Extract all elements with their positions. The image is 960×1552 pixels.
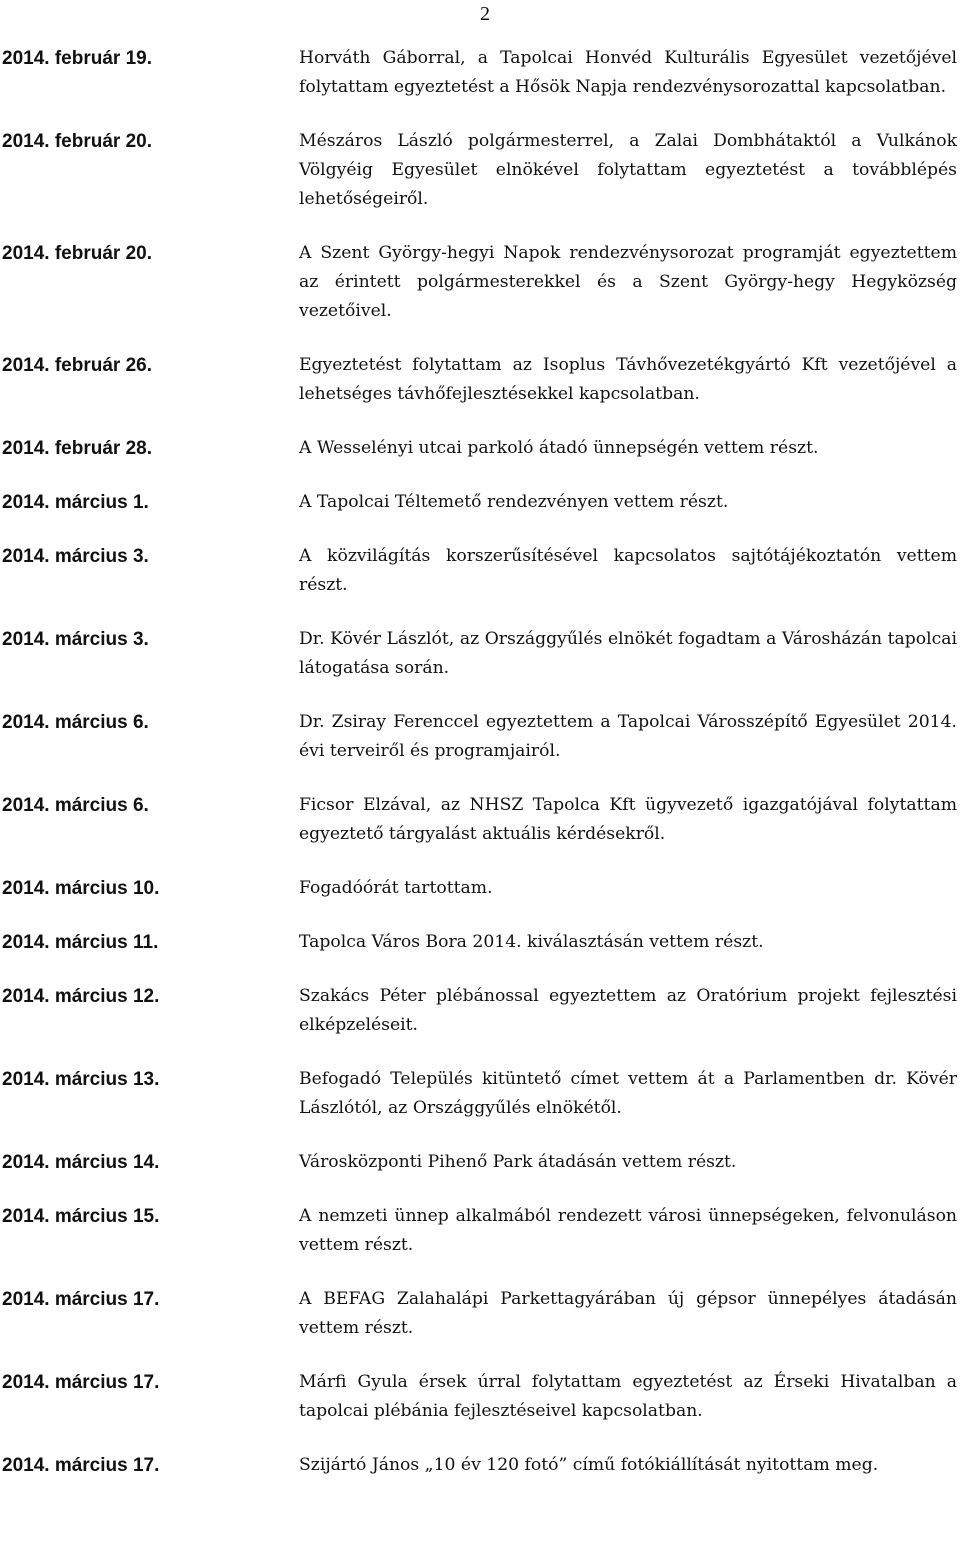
log-entry: [0, 351, 960, 409]
log-entry: [0, 127, 960, 214]
entry-date: 2014. március 17.: [2, 1372, 160, 1393]
entry-date: 2014. március 11.: [2, 932, 159, 953]
entry-date: 2014. március 6.: [2, 712, 149, 733]
entry-date: 2014. február 26.: [2, 355, 152, 376]
entry-text: Egyeztetést folytattam az Isoplus Távhővezetékgyártó Kft vezetőjével a lehetséges távhőfejlesztésekkel kapcsolatban.: [299, 355, 957, 404]
log-entry: [0, 1451, 960, 1480]
log-entry: [0, 1148, 960, 1177]
entry-text: A Tapolcai Téltemető rendezvényen vettem részt.: [299, 492, 729, 512]
log-entry: [0, 1202, 960, 1260]
entry-date: 2014. március 15.: [2, 1206, 160, 1227]
log-entry: [0, 1065, 960, 1123]
log-entry: [0, 488, 960, 517]
entry-date: 2014. február 20.: [2, 243, 152, 264]
entry-date: 2014. március 1.: [2, 492, 149, 513]
log-entry: [0, 434, 960, 463]
entry-date: 2014. március 17.: [2, 1455, 160, 1476]
entry-date: 2014. március 3.: [2, 629, 149, 650]
entry-text: Mészáros László polgármesterrel, a Zalai Dombhátaktól a Vulkánok Völgyéig Egyesület elnökével folytattam egyeztetést a továbblépés lehetőségeiről.: [299, 131, 957, 209]
entry-text: A közvilágítás korszerűsítésével kapcsolatos sajtótájékoztatón vettem részt.: [299, 546, 957, 595]
entry-text: A Szent György-hegyi Napok rendezvénysorozat programját egyeztettem az érintett polgármesterekkel és a Szent György-hegy Hegyközség vezetőivel.: [299, 243, 957, 321]
log-entry: [0, 928, 960, 957]
entry-text: A nemzeti ünnep alkalmából rendezett városi ünnepségeken, felvonuláson vettem részt.: [299, 1206, 957, 1255]
entry-date: 2014. március 14.: [2, 1152, 160, 1173]
entry-date: 2014. március 6.: [2, 795, 149, 816]
entry-text: Szakács Péter plébánossal egyeztettem az Oratórium projekt fejlesztési elképzeléseit.: [299, 986, 957, 1035]
page-number: 2: [480, 3, 490, 25]
entry-text: Dr. Zsiray Ferenccel egyeztettem a Tapolcai Városszépítő Egyesület 2014. évi terveiről és programjairól.: [299, 712, 957, 761]
activity-log: [0, 44, 960, 1480]
log-entry: [0, 239, 960, 326]
entry-text: Befogadó Település kitüntető címet vettem át a Parlamentben dr. Kövér Lászlótól, az Országgyűlés elnökétől.: [299, 1069, 957, 1118]
log-entry: [0, 1285, 960, 1343]
entry-date: 2014. március 13.: [2, 1069, 160, 1090]
entry-text: Szijártó János „10 év 120 fotó” című fotókiállítását nyitottam meg.: [299, 1455, 879, 1475]
entry-date: 2014. március 12.: [2, 986, 160, 1007]
entry-text: Fogadóórát tartottam.: [299, 878, 493, 898]
entry-date: 2014. február 20.: [2, 131, 152, 152]
entry-date: 2014. március 17.: [2, 1289, 160, 1310]
entry-text: Városközponti Pihenő Park átadásán vettem részt.: [299, 1152, 737, 1172]
log-entry: [0, 791, 960, 849]
entry-date: 2014. február 19.: [2, 48, 152, 69]
entry-text: A Wesselényi utcai parkoló átadó ünnepségén vettem részt.: [299, 438, 819, 458]
log-entry: [0, 542, 960, 600]
entry-text: Ficsor Elzával, az NHSZ Tapolca Kft ügyvezető igazgatójával folytattam egyeztető tárgyalást aktuális kérdésekről.: [299, 795, 957, 844]
entry-date: 2014. február 28.: [2, 438, 152, 459]
log-entry: [0, 44, 960, 102]
log-entry: [0, 982, 960, 1040]
log-entry: [0, 625, 960, 683]
entry-text: Tapolca Város Bora 2014. kiválasztásán vettem részt.: [299, 932, 764, 952]
entry-date: 2014. március 3.: [2, 546, 149, 567]
entry-text: A BEFAG Zalahalápi Parkettagyárában új gépsor ünnepélyes átadásán vettem részt.: [299, 1289, 957, 1338]
entry-date: 2014. március 10.: [2, 878, 160, 899]
log-entry: [0, 874, 960, 903]
entry-text: Dr. Kövér Lászlót, az Országgyűlés elnökét fogadtam a Városházán tapolcai látogatása során.: [299, 629, 957, 678]
log-entry: [0, 708, 960, 766]
entry-text: Horváth Gáborral, a Tapolcai Honvéd Kulturális Egyesület vezetőjével folytattam egyeztetést a Hősök Napja rendezvénysorozattal kapcsolatban.: [299, 48, 957, 97]
entry-text: Márfi Gyula érsek úrral folytattam egyeztetést az Érseki Hivatalban a tapolcai plébánia fejlesztéseivel kapcsolatban.: [299, 1372, 957, 1421]
log-entry: [0, 1368, 960, 1426]
